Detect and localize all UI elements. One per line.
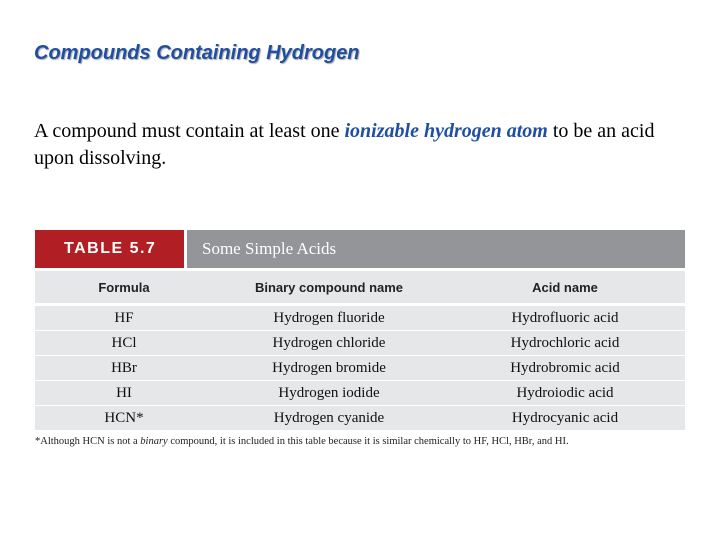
footnote-tail: compound, it is included in this table because it is similar chemically to HF, HCl, HBr, and HI. <box>167 436 569 447</box>
acids-table <box>35 230 685 430</box>
slide-title: Compounds Containing Hydrogen <box>34 42 360 64</box>
footnote-emphasis: binary <box>140 436 168 447</box>
body-text-emphasis: ionizable hydrogen atom <box>344 120 548 142</box>
table-label: TABLE 5.7 <box>35 230 184 268</box>
column-header-formula: Formula <box>98 279 150 295</box>
cell-formula: HI <box>116 384 132 401</box>
table-caption: Some Simple Acids <box>187 230 685 268</box>
cell-acid-name: Hydrocyanic acid <box>511 409 619 426</box>
cell-binary-name: Hydrogen cyanide <box>273 409 385 426</box>
table-header <box>35 230 685 268</box>
cell-acid-name: Hydrofluoric acid <box>511 309 619 326</box>
column-header-acid-name: Acid name <box>532 279 598 295</box>
table-row <box>35 355 685 380</box>
cell-acid-name: Hydroiodic acid <box>516 384 614 401</box>
table-row <box>35 330 685 355</box>
column-header-row <box>35 271 685 303</box>
cell-formula: HF <box>114 309 134 326</box>
table-body <box>35 303 685 430</box>
table-row <box>35 303 685 330</box>
cell-formula: HCN* <box>104 409 144 426</box>
body-text-lead: A compound must contain at least one <box>34 120 345 142</box>
table-row <box>35 405 685 430</box>
cell-acid-name: Hydrobromic acid <box>510 359 620 376</box>
cell-formula: HBr <box>111 359 137 376</box>
cell-binary-name: Hydrogen chloride <box>272 334 386 351</box>
footnote-lead: *Although HCN is not a <box>35 436 141 447</box>
table-row <box>35 380 685 405</box>
body-text <box>34 118 694 172</box>
cell-binary-name: Hydrogen bromide <box>272 359 386 376</box>
column-header-binary-name: Binary compound name <box>254 279 404 295</box>
cell-binary-name: Hydrogen fluoride <box>273 309 385 326</box>
cell-acid-name: Hydrochloric acid <box>510 334 620 351</box>
cell-formula: HCl <box>111 334 137 351</box>
body-text-tail: to be an acid upon dissolving. <box>34 120 655 169</box>
cell-binary-name: Hydrogen iodide <box>278 384 380 401</box>
table-footnote <box>35 436 695 447</box>
